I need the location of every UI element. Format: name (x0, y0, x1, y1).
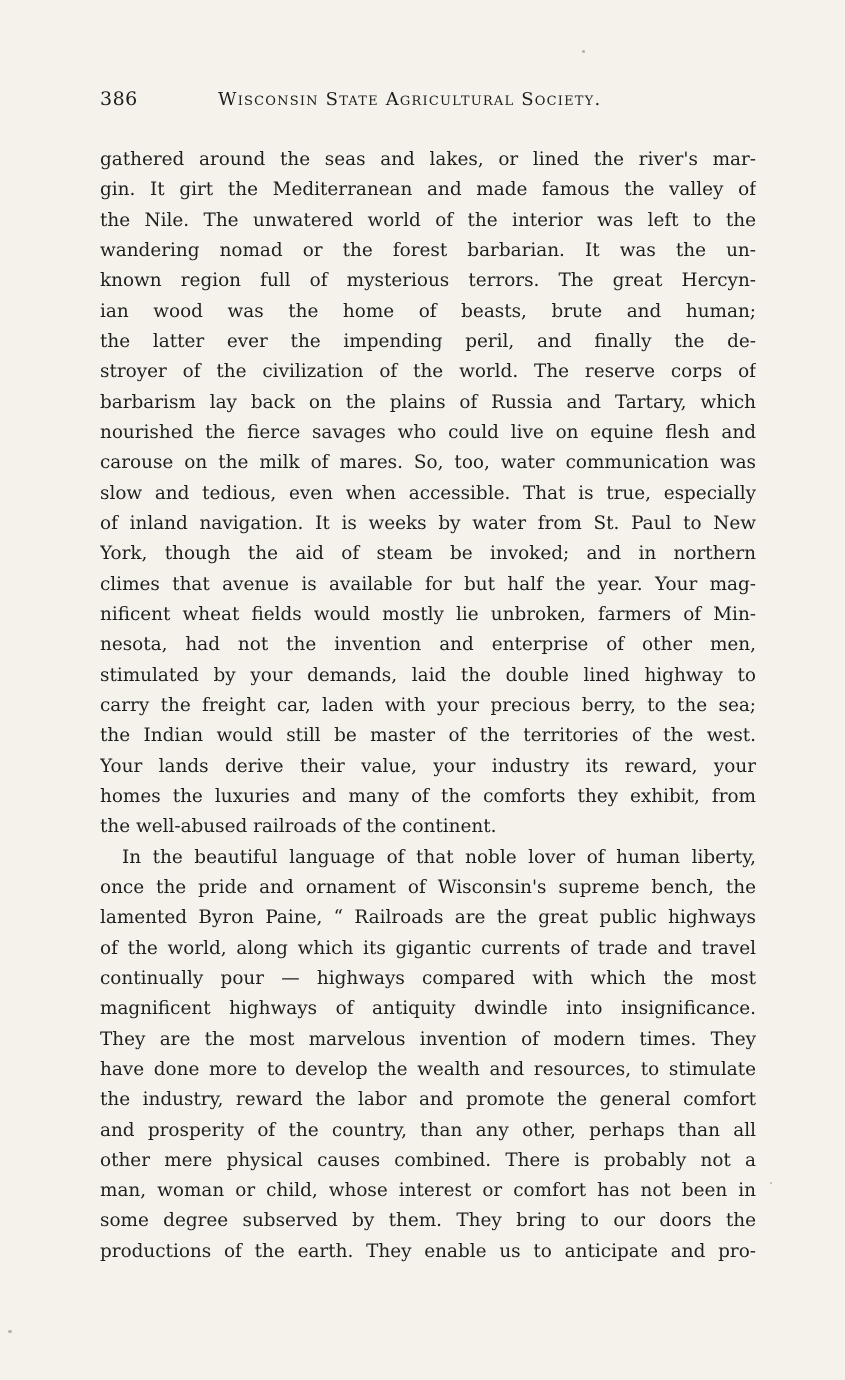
text-line: lamented Byron Paine, “ Railroads are the great public highways (100, 907, 756, 929)
text-line: Your lands derive their value, your industry its reward, your (100, 755, 756, 777)
text-line: continually pour — highways compared with which the most (100, 967, 756, 989)
text-line: stroyer of the civilization of the world. The reserve corps of (100, 361, 756, 383)
text-line: stimulated by your demands, laid the double lined highway to (100, 664, 756, 686)
text-line: slow and tedious, even when accessible. That is true, especially (100, 482, 756, 504)
text-line: gathered around the seas and lakes, or lined the river's mar- (100, 149, 756, 170)
text-line: have done more to develop the wealth and resources, to stimulate (100, 1058, 756, 1080)
text-line: once the pride and ornament of Wisconsin's supreme bench, the (100, 876, 756, 898)
text-line: barbarism lay back on the plains of Russia and Tartary, which (100, 391, 756, 413)
text-line: wandering nomad or the forest barbarian. It was the un- (100, 239, 756, 261)
text-line: ian wood was the home of beasts, brute and human; (100, 300, 756, 322)
text-line: In the beautiful language of that noble lover of human liberty, (122, 846, 756, 868)
text-line: nesota, had not the invention and enterprise of other men, (100, 634, 756, 656)
text-line: climes that avenue is available for but half the year. Your mag- (100, 573, 756, 595)
paragraph-2 (100, 843, 756, 1268)
text-line: and prosperity of the country, than any other, perhaps than all (100, 1119, 756, 1141)
page-number: 386 (100, 88, 138, 110)
text-line: of the world, along which its gigantic currents of trade and travel (100, 937, 756, 959)
paragraph-1 (100, 145, 756, 843)
text-line: York, though the aid of steam be invoked; and in northern (100, 543, 756, 565)
body-text (100, 145, 756, 1267)
text-line: the latter ever the impending peril, and finally the de- (100, 330, 756, 352)
paper-speck (770, 1182, 772, 1184)
page-header (100, 88, 756, 118)
text-line: some degree subserved by them. They bring to our doors the (100, 1210, 756, 1232)
text-line: man, woman or child, whose interest or comfort has not been in (100, 1180, 756, 1202)
text-line: productions of the earth. They enable us to anticipate and pro- (100, 1240, 756, 1262)
text-line: known region full of mysterious terrors. The great Hercyn- (100, 270, 756, 292)
text-line: gin. It girt the Mediterranean and made famous the valley of (100, 179, 756, 201)
text-line: the industry, reward the labor and promote the general comfort (100, 1089, 756, 1111)
text-line: They are the most marvelous invention of modern times. They (100, 1028, 756, 1050)
text-line: carry the freight car, laden with your precious berry, to the sea; (100, 694, 756, 716)
paper-speck (582, 50, 585, 53)
text-line: of inland navigation. It is weeks by water from St. Paul to New (100, 512, 756, 534)
text-line: nourished the fierce savages who could live on equine flesh and (100, 421, 756, 443)
text-line: the Indian would still be master of the territories of the west. (100, 725, 756, 747)
running-title: Wisconsin State Agricultural Society. (218, 89, 602, 110)
text-line: nificent wheat fields would mostly lie unbroken, farmers of Min- (100, 603, 756, 625)
text-line: homes the luxuries and many of the comforts they exhibit, from (100, 785, 756, 807)
text-line: magnificent highways of antiquity dwindle into insignificance. (100, 998, 756, 1020)
paper-speck (8, 1330, 12, 1333)
text-line: the well-abused railroads of the continent. (100, 816, 497, 838)
text-line: other mere physical causes combined. There is probably not a (100, 1149, 756, 1171)
text-line: the Nile. The unwatered world of the interior was left to the (100, 209, 756, 231)
text-line: carouse on the milk of mares. So, too, water communication was (100, 452, 756, 474)
